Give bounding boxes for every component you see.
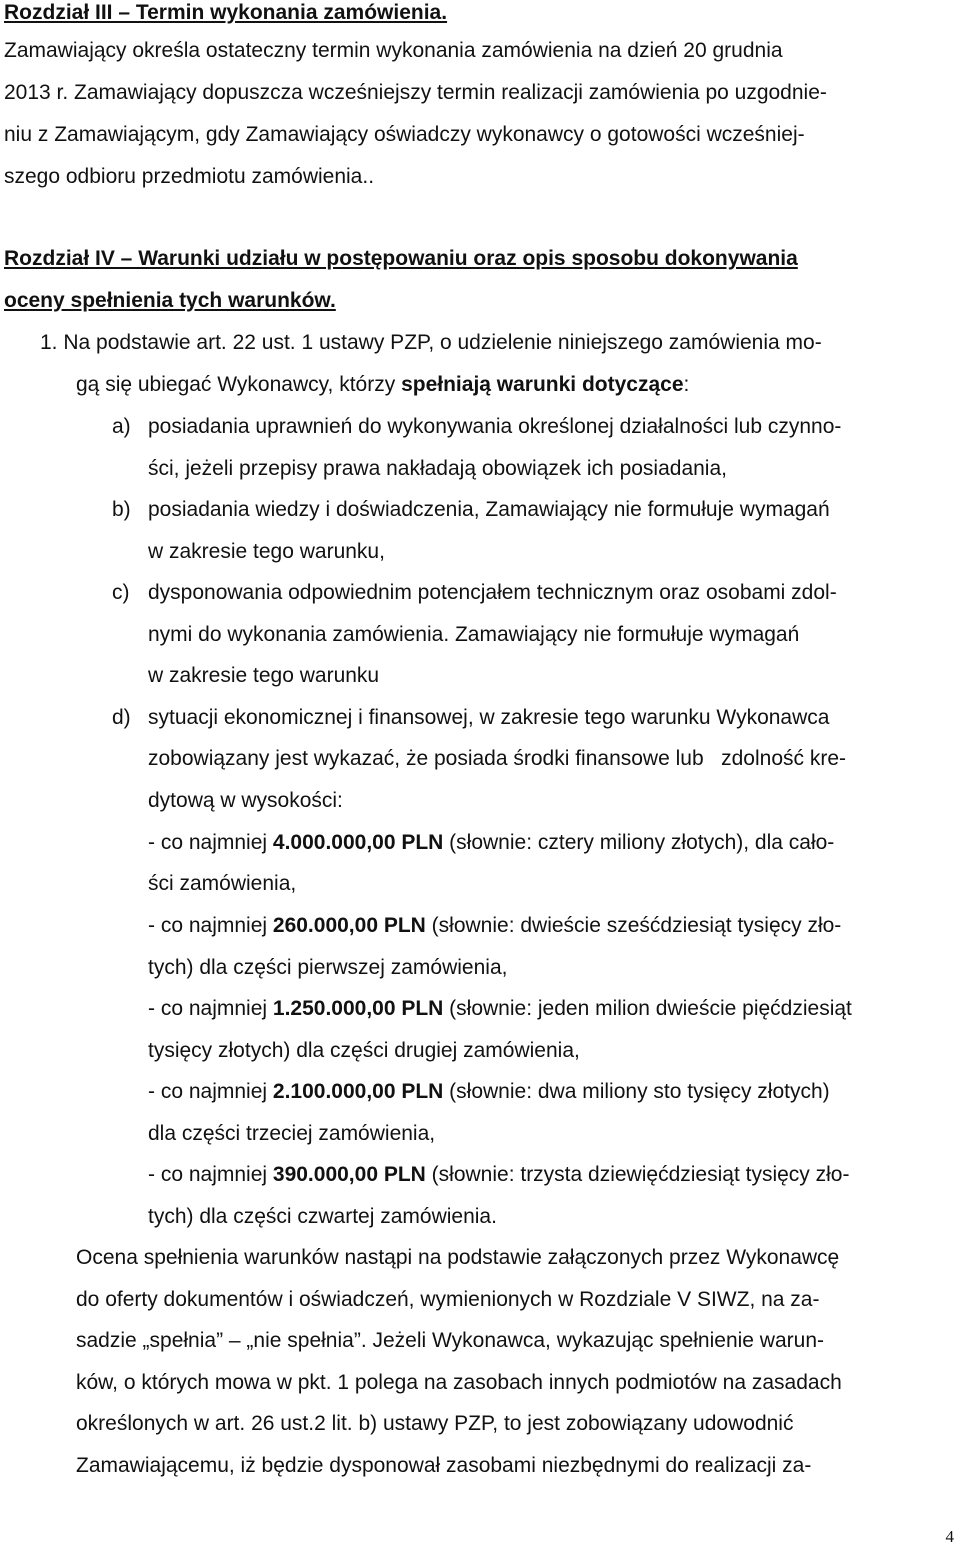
amount-prefix: - co najmniej [148,1080,273,1103]
amount-description: (słownie: dwa miliony sto tysięcy złotych) [443,1080,830,1103]
point-1-line-2 [76,372,689,398]
item-b-line-2: w zakresie tego warunku, [148,540,385,563]
amount-3-line-2: tysięcy złotych) dla części drugiej zamówienia, [148,1039,580,1062]
amount-4-line-1 [148,1079,830,1105]
item-a-marker: a) [112,415,131,438]
chapter-3-line-1: Zamawiający określa ostateczny termin wykonania zamówienia na dzień 20 grudnia [4,39,783,62]
item-a-line-1: posiadania uprawnień do wykonywania określonej działalności lub czynno- [148,415,842,438]
amount-5-line-2: tych) dla części czwartej zamówienia. [148,1205,497,1228]
item-c-line-2: nymi do wykonania zamówienia. Zamawiający nie formułuje wymagań [148,623,800,646]
amount-description: (słownie: trzysta dziewięćdziesiąt tysięcy zło- [425,1163,850,1186]
item-d-line-2: zobowiązany jest wykazać, że posiada środki finansowe lub zdolność kre- [148,747,847,770]
closing-line-5: określonych w art. 26 ust.2 lit. b) ustawy PZP, to jest zobowiązany udowodnić [76,1412,794,1435]
amount-value: 2.100.000,00 PLN [272,1080,444,1103]
point-1-line-1: 1. Na podstawie art. 22 ust. 1 ustawy PZP, o udzielenie niniejszego zamówienia mo- [40,331,822,354]
amount-2-line-1 [148,913,841,939]
item-b-line-1: posiadania wiedzy i doświadczenia, Zamawiający nie formułuje wymagań [148,498,830,521]
amount-value: 4.000.000,00 PLN [272,831,444,854]
item-d-line-3: dytową w wysokości: [148,789,343,812]
point-1-line-2-text: gą się ubiegać Wykonawcy, którzy [76,373,396,396]
amount-value: 1.250.000,00 PLN [272,997,444,1020]
chapter-3-line-3: niu z Zamawiającym, gdy Zamawiający oświadczy wykonawcy o gotowości wcześniej- [4,123,805,146]
amount-description: (słownie: cztery miliony złotych), dla cało- [443,831,835,854]
item-c-marker: c) [112,581,130,604]
item-c-line-1: dysponowania odpowiednim potencjałem technicznym oraz osobami zdol- [148,581,837,604]
amount-prefix: - co najmniej [148,831,273,854]
item-d-marker: d) [112,706,131,729]
amount-4-line-2: dla części trzeciej zamówienia, [148,1122,436,1145]
closing-line-6: Zamawiającemu, iż będzie dysponował zasobami niezbędnymi do realizacji za- [76,1454,812,1477]
closing-line-2: do oferty dokumentów i oświadczeń, wymienionych w Rozdziale V SIWZ, na za- [76,1288,820,1311]
amount-5-line-1 [148,1162,849,1188]
point-1-line-2-colon: : [683,373,690,396]
closing-line-1: Ocena spełnienia warunków nastąpi na podstawie załączonych przez Wykonawcę [76,1246,840,1269]
item-c-line-3: w zakresie tego warunku [148,664,380,687]
chapter-3-line-4: szego odbioru przedmiotu zamówienia.. [4,165,375,188]
page-number: 4 [945,1527,954,1546]
amount-value: 260.000,00 PLN [272,914,426,937]
amount-1-line-1 [148,830,834,856]
closing-line-4: ków, o których mowa w pkt. 1 polega na zasobach innych podmiotów na zasadach [76,1371,842,1394]
item-d-line-1: sytuacji ekonomicznej i finansowej, w zakresie tego warunku Wykonawca [148,706,830,729]
closing-line-3: sadzie „spełnia” – „nie spełnia”. Jeżeli Wykonawca, wykazując spełnienie warun- [76,1329,824,1352]
chapter-4-heading-line-1: Rozdział IV – Warunki udziału w postępowaniu oraz opis sposobu dokonywania [4,247,798,270]
item-b-marker: b) [112,498,131,521]
chapter-3-line-2: 2013 r. Zamawiający dopuszcza wcześniejszy termin realizacji zamówienia po uzgodnie- [4,81,827,104]
amount-2-line-2: tych) dla części pierwszej zamówienia, [148,956,508,979]
item-a-line-2: ści, jeżeli przepisy prawa nakładają obowiązek ich posiadania, [148,457,727,480]
amount-value: 390.000,00 PLN [272,1163,426,1186]
amount-prefix: - co najmniej [148,997,273,1020]
chapter-4-heading-line-2: oceny spełnienia tych warunków. [4,289,336,312]
amount-description: (słownie: dwieście sześćdziesiąt tysięcy zło- [425,914,842,937]
amount-prefix: - co najmniej [148,1163,273,1186]
amount-description: (słownie: jeden milion dwieście pięćdziesiąt [443,997,852,1020]
chapter-3-heading: Rozdział III – Termin wykonania zamówienia. [4,1,448,24]
amount-1-line-2: ści zamówienia, [148,872,297,895]
amount-prefix: - co najmniej [148,914,273,937]
amount-3-line-1 [148,996,852,1022]
point-1-line-2-bold: spełniają warunki dotyczące [401,373,684,396]
